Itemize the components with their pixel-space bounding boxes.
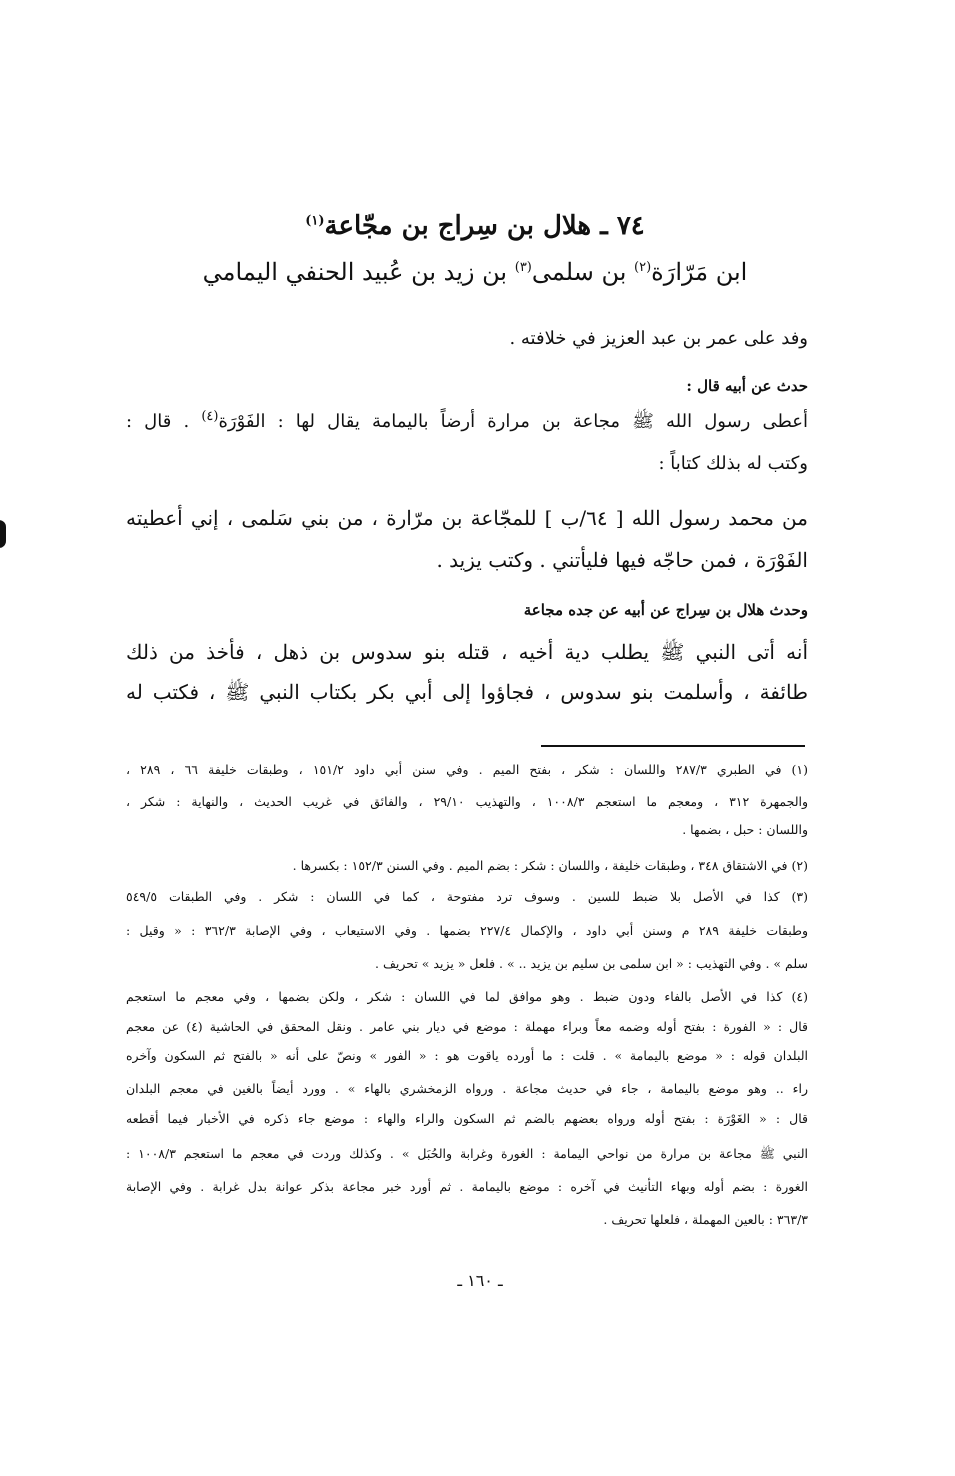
footnote-2-line-1: (٢) في الاشتقاق ٣٤٨ ، وطبقات خليفة ، واللسان : شكر : بضم الميم . وفي السنن ١٥٢/٣ : بكسرها .	[292, 858, 808, 873]
footnote-4-line-7: الغورة : بضم أوله وبهاء التأنيث في آخره : موضع باليمامة . ثم أورد خبر مجاعة بذكر عوانة بدل غرابة . وفي الإصابة	[126, 1179, 808, 1194]
body-line-1: وفد على عمر بن عبد العزيز في خلافته .	[509, 328, 808, 349]
letter-line-1: من محمد رسول الله [ ٦٤/ب ] للمجّاعة بن مرّارة ، من بني سَلمى ، إني أعطيته	[126, 506, 808, 530]
body-line-7: طائفة ، وأسلمت بنو سدوس ، فجاؤوا إلى أبي بكر بكتاب النبي ﷺ ، فكتب له	[126, 680, 808, 704]
narration-heading-1: حدث عن أبيه قال :	[686, 377, 808, 395]
footnote-4-line-6: النبي ﷺ مجاعة بن مرارة من نواحي اليمامة : الغورة وغرابة والحُبَل » . وكذلك وردت في معجم ما استعجم ١٠٠٨/٣ :	[126, 1146, 808, 1161]
footnote-3-line-3: سلم » . وفي التهذيب : « ابن سلمى بن سليم بن يزيد .. » . فلعل « يزيد » تحريف .	[375, 956, 808, 971]
entry-title-text: ٧٤ ـ هلال بن سِراج بن مجّاعة	[324, 211, 645, 241]
lineage-part-2: بن سلمى	[531, 258, 635, 286]
page-number: ـ ١٦٠ ـ	[457, 1271, 503, 1290]
footnote-4-line-5: قال : « الغَوْرَة : بفتح أوله ورواه بعضهم بالضم ثم السكون والراء والهاء : موضع جاء ذكره في الأخبار فيما أقطعه	[126, 1111, 808, 1126]
entry-title	[160, 206, 790, 246]
body-line-3: وكتب له بذلك كتاباً :	[658, 453, 808, 474]
lineage-part-1: ابن مَرّارَة	[651, 258, 748, 286]
footnote-4-line-1: (٤) كذا في الأصل بالفاء ودون ضبط . وهو موافق لما في اللسان : شكر ، ولكن بضمها ، وفي معجم ما استعجم	[126, 989, 808, 1004]
footnote-4-line-8: ٣٦٣/٣ : بالعين المهملة ، فلعلها تحريف .	[603, 1212, 808, 1227]
letter-line-2: الفَوْرَة ، فمن حاجّه فيها فليأتني . وكتب يزيد .	[436, 548, 808, 572]
lineage-part-3: بن زيد بن عُبيد الحنفي اليمامي	[202, 258, 515, 286]
footnote-3-line-2: وطبقات خليفة ٢٨٩ م وسنن أبي داود ، والإكمال ٢٢٧/٤ بضمها . وفي الاستيعاب ، وفي الإصابة ٣٦٢/٣ : « وقيل :	[126, 923, 808, 938]
body-line-2	[126, 404, 808, 440]
footnote-1-line-3: واللسان : حبل ، بضمها .	[682, 822, 808, 837]
scan-edge-mark	[0, 520, 6, 548]
footnote-4-line-3: البلدان قوله : « موضع باليمامة » . قلت : ما أورده ياقوت هو : « الفور » ونصّ على أنه « بالفتح ثم السكون وآخره	[126, 1048, 808, 1063]
footnote-1-line-1: (١) في الطبري ٢٨٧/٣ واللسان : شكر ، بفتح الميم . وفي سنن أبي داود ١٥١/٢ ، وطبقات خليفة ٦٦ ، ٢٨٩ ،	[126, 762, 808, 777]
entry-title-footnote-ref: (١)	[305, 213, 325, 229]
body-line-2-end: . قال :	[126, 411, 202, 432]
lineage-footnote-ref-3: (٣)	[514, 260, 532, 275]
lineage-footnote-ref-2: (٢)	[634, 260, 652, 275]
entry-lineage	[160, 252, 790, 292]
body-line-6: أنه أتى النبي ﷺ يطلب دية أخيه ، قتله بنو سدوس بن ذهل ، فأخذ من ذلك	[126, 640, 808, 664]
footnote-4-line-4: راء .. وهو موضع باليمامة ، جاء في حديث مجاعة . ورواه الزمخشري بالهاء » . وورد أيضاً بالغين في معجم البلدان	[126, 1081, 808, 1096]
body-footnote-ref-4: (٤)	[201, 409, 219, 424]
body-line-2-text: أعطى رسول الله ﷺ مجاعة بن مرارة أرضاً باليمامة يقال لها : الفَوْرَة	[218, 411, 808, 432]
footnote-1-line-2: والجمهرة ٣١٢ ، ومعجم ما استعجم ١٠٠٨/٣ ، والتهذيب ٢٩/١٠ ، والفائق في غريب الحديث ، والنهاية : شكر ،	[126, 794, 808, 809]
narration-heading-2: وحدث هلال بن سِراج عن أبيه عن جده مجاعة	[523, 601, 808, 619]
footnote-divider	[541, 745, 805, 747]
footnote-3-line-1: (٣) كذا في الأصل بلا ضبط للسين . وسوف ترد مفتوحة ، كما في اللسان : شكر . وفي الطبقات ٥٤٩/٥	[126, 889, 808, 904]
footnote-4-line-2: قال : « الفورة : بفتح أوله وضمه معاً وبراء مهملة : موضع في ديار بني عامر . ونقل المحقق في الحاشية (٤) عن معجم	[126, 1019, 808, 1034]
